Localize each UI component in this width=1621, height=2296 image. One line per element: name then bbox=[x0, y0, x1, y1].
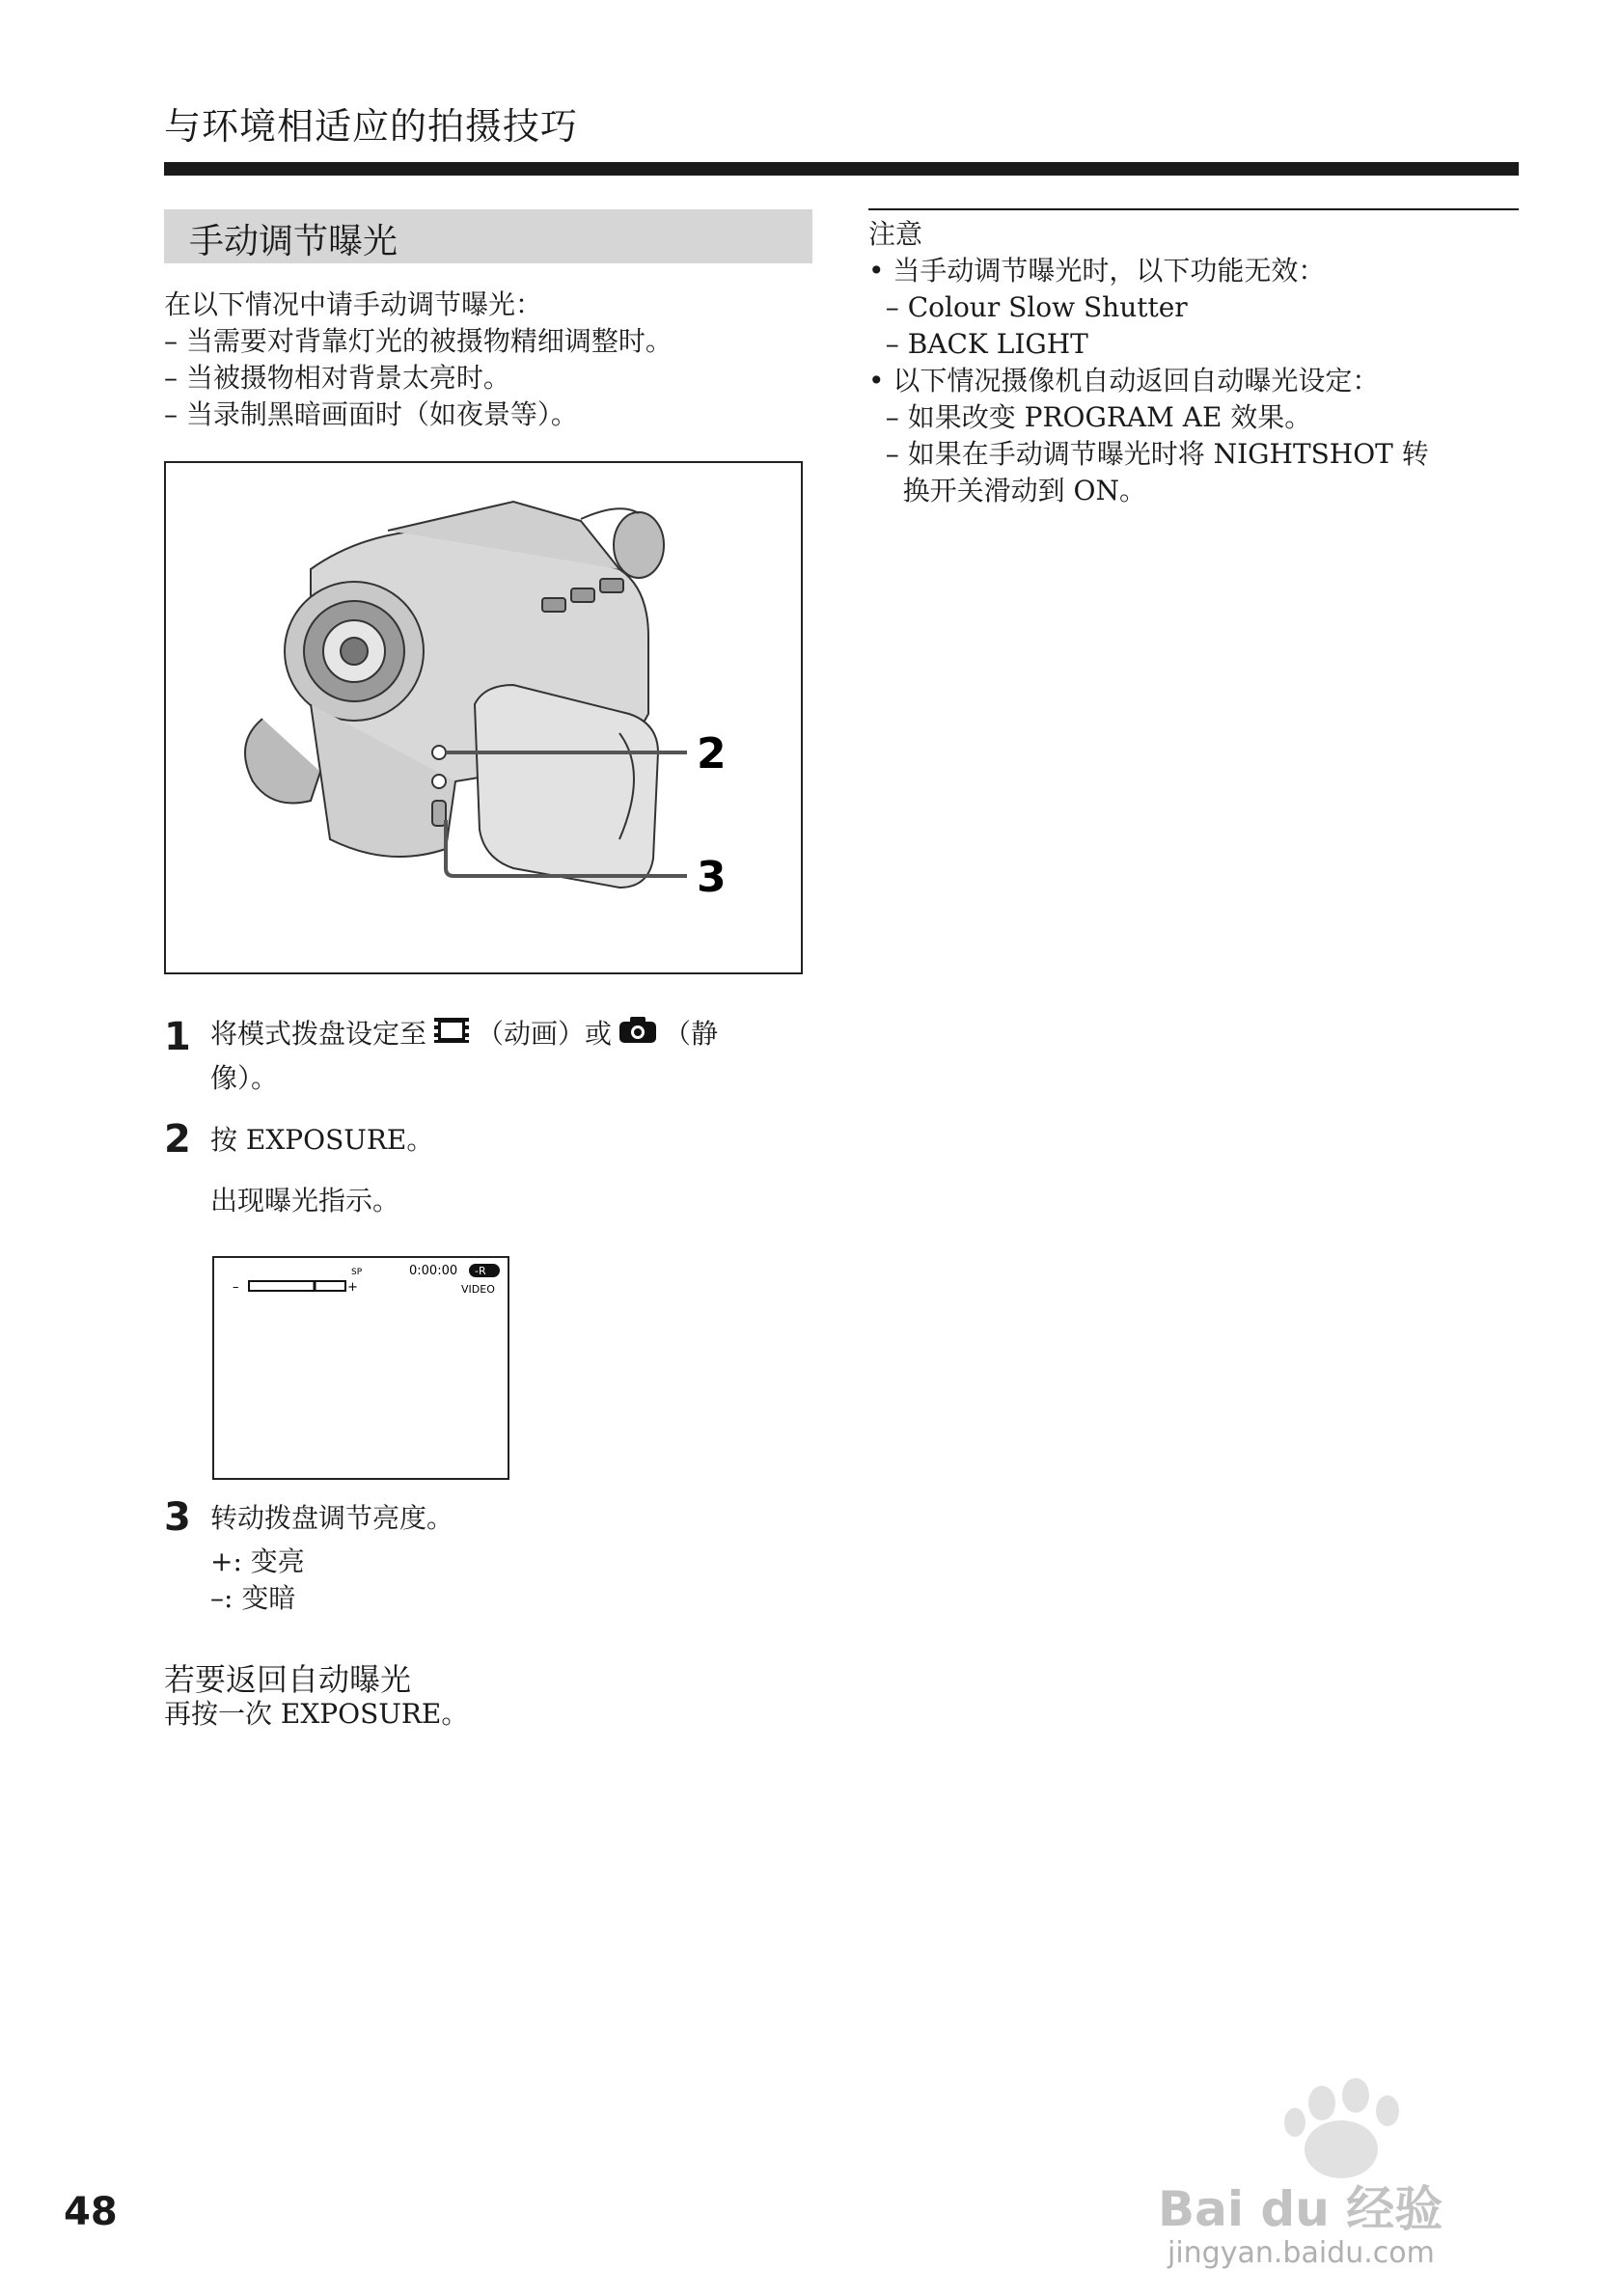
return-auto-heading: 若要返回自动曝光 bbox=[164, 1661, 412, 1698]
step-1-text-a: 将模式拨盘设定至 bbox=[210, 1018, 427, 1050]
note-line: • 当手动调节曝光时，以下功能无效： bbox=[868, 255, 1326, 287]
intro-text bbox=[164, 287, 673, 433]
note-line: – 如果在手动调节曝光时将 NIGHTSHOT 转 bbox=[868, 438, 1429, 470]
intro-item: – 当被摄物相对背景太亮时。 bbox=[164, 362, 510, 394]
camcorder-drawing bbox=[166, 463, 801, 972]
page-number: 48 bbox=[64, 2190, 118, 2234]
step-3-sub-darker: –: 变暗 bbox=[210, 1582, 296, 1614]
callout-3: 3 bbox=[697, 853, 727, 902]
watermark-brand: Bai du 经验 bbox=[1158, 2181, 1443, 2237]
notes-block bbox=[868, 216, 1429, 509]
step-1-text-c: （静 bbox=[664, 1018, 719, 1050]
notes-heading: 注意 bbox=[868, 218, 923, 250]
intro-lead: 在以下情况中请手动调节曝光： bbox=[164, 288, 543, 320]
time-counter: 0:00:00 bbox=[409, 1264, 458, 1278]
exposure-minus: – bbox=[233, 1280, 239, 1295]
step-2-text: 按 EXPOSURE。 bbox=[210, 1124, 434, 1156]
note-line: 换开关滑动到 ON。 bbox=[868, 475, 1146, 506]
header-rule bbox=[164, 162, 1519, 176]
section-title: 手动调节曝光 bbox=[189, 222, 398, 261]
step-2-subtext: 出现曝光指示。 bbox=[210, 1185, 400, 1216]
step-1-number: 1 bbox=[164, 1015, 191, 1059]
watermark-url: jingyan.baidu.com bbox=[1168, 2236, 1435, 2270]
sp-indicator: SP bbox=[351, 1268, 363, 1277]
exposure-bar bbox=[249, 1281, 345, 1291]
return-auto-text: 再按一次 EXPOSURE。 bbox=[164, 1698, 469, 1730]
note-line: • 以下情况摄像机自动返回自动曝光设定： bbox=[868, 365, 1380, 396]
intro-item: – 当需要对背靠灯光的被摄物精细调整时。 bbox=[164, 325, 673, 357]
step-2-number: 2 bbox=[164, 1117, 191, 1162]
step-3-text: 转动拨盘调节亮度。 bbox=[210, 1502, 454, 1534]
step-1-text bbox=[210, 1013, 809, 1100]
camcorder-illustration bbox=[164, 461, 803, 974]
video-mode: VIDEO bbox=[461, 1283, 495, 1296]
note-line: – BACK LIGHT bbox=[868, 328, 1088, 360]
camera-mode-icon bbox=[618, 1014, 658, 1057]
note-line: – Colour Slow Shutter bbox=[868, 291, 1188, 323]
exposure-screen bbox=[212, 1256, 509, 1480]
page-header-title: 与环境相适应的拍摄技巧 bbox=[164, 105, 579, 148]
exposure-plus: + bbox=[347, 1280, 358, 1295]
movie-mode-icon bbox=[432, 1015, 471, 1057]
note-line: – 如果改变 PROGRAM AE 效果。 bbox=[868, 401, 1312, 433]
step-3-number: 3 bbox=[164, 1495, 191, 1540]
step-1-text-d: 像）。 bbox=[210, 1062, 279, 1094]
step-3-sub-brighter: +: 变亮 bbox=[210, 1545, 305, 1577]
intro-item: – 当录制黑暗画面时（如夜景等）。 bbox=[164, 398, 578, 430]
exposure-indicator-display bbox=[214, 1258, 508, 1478]
step-1-text-b: （动画）或 bbox=[477, 1018, 613, 1050]
notes-rule bbox=[868, 208, 1519, 210]
callout-2: 2 bbox=[697, 729, 727, 779]
disc-type: -R bbox=[475, 1265, 486, 1277]
